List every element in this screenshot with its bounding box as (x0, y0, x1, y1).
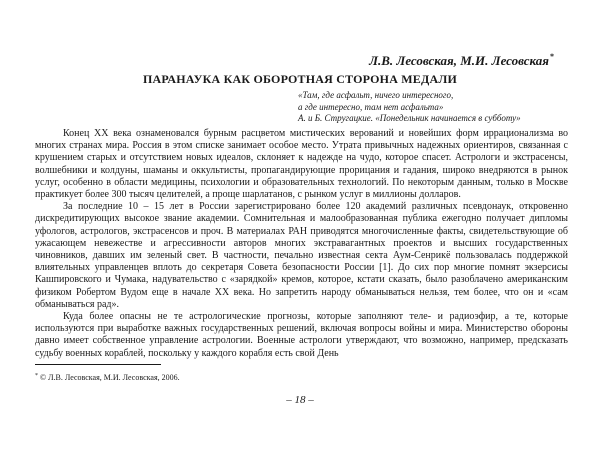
author-names: Л.В. Лесовская, М.И. Лесовская (369, 53, 549, 68)
paragraph: За последние 10 – 15 лет в России зарегистрировано более 120 академий различных псевдонаук, откровенно дискредитирующих высокое звание академии. Сомнительная и малообразованная публика ежегодно получает дипломы уфологов, астрологов, экстрасенсов и проч. В материалах РАН приводятся многочисленные факты, свидетельствующие об ужасающем невежестве и агрессивности авторов многих экстравагантных проектов и высших государственных чиновников, давших им зеленый свет. В частности, печально известная секта Аум-Сенрикё пользовалась поддержкой влиятельных управленцев вплоть до секретаря Совета безопасности России [1]. До сих пор многие помнят экзерсисы Кашпировского и Чумака, надувательство с «зарядкой» кремов, которое, кстати сказать, было разоблачено американским физиком Робертом Вудом еще в начале XX века. Но запретить народу обманываться нельзя, тем более, что он и «сам обманываться рад». (35, 201, 568, 310)
epigraph-line: «Там, где асфальт, ничего интересного, (298, 90, 454, 100)
epigraph-line: а где интересно, там нет асфальта» (298, 101, 444, 112)
authors-line (369, 52, 554, 69)
paragraph: Конец XX века ознаменовался бурным расцветом мистических верований и новейших форм иррационализма во многих странах мира. Россия в этом списке занимает особое место. Утрата привычных надежных ориентиров, связанная с крушением старых и отсутствием новых идеалов, склоняет к надежде на чудо, которое спасет. Астрологи и экстрасенсы, волшебники и колдуны, шаманы и оккультисты, пропагандирующие прорицания и гадания, широко внедряются в рынок услуг, особенно в области медицины, психологии и образовательных технологий. По некоторым данным, только в Москве практикует более 300 тысяч целителей, а проще шарлатанов, с рынком услуг в миллионы долларов. (35, 128, 568, 201)
footnote-divider (35, 364, 161, 365)
footnote-mark: * (35, 373, 38, 379)
footnote-text: © Л.В. Лесовская, М.И. Лесовская, 2006. (40, 373, 180, 382)
author-footnote-mark: * (550, 52, 554, 61)
article-body (35, 128, 568, 360)
epigraph-attribution: А. и Б. Стругацкие. «Понедельник начинается в субботу» (298, 113, 521, 123)
article-title: ПАРАНАУКА КАК ОБОРОТНАЯ СТОРОНА МЕДАЛИ (143, 72, 457, 86)
paragraph: Куда более опасны не те астрологические прогнозы, которые заполняют теле- и радиоэфир, а те, которые используются при выработке важных государственных решений, включая вопросы войны и мира. Министерство обороны давно имеет собственное управление астрологии. Военные астрологи утверждают, что возможно, например, предсказать судьбу военных кораблей, поскольку у каждого корабля есть свой День (35, 311, 568, 359)
epigraph (298, 90, 578, 125)
footnote (35, 371, 568, 383)
page-number: – 18 – (286, 394, 314, 406)
